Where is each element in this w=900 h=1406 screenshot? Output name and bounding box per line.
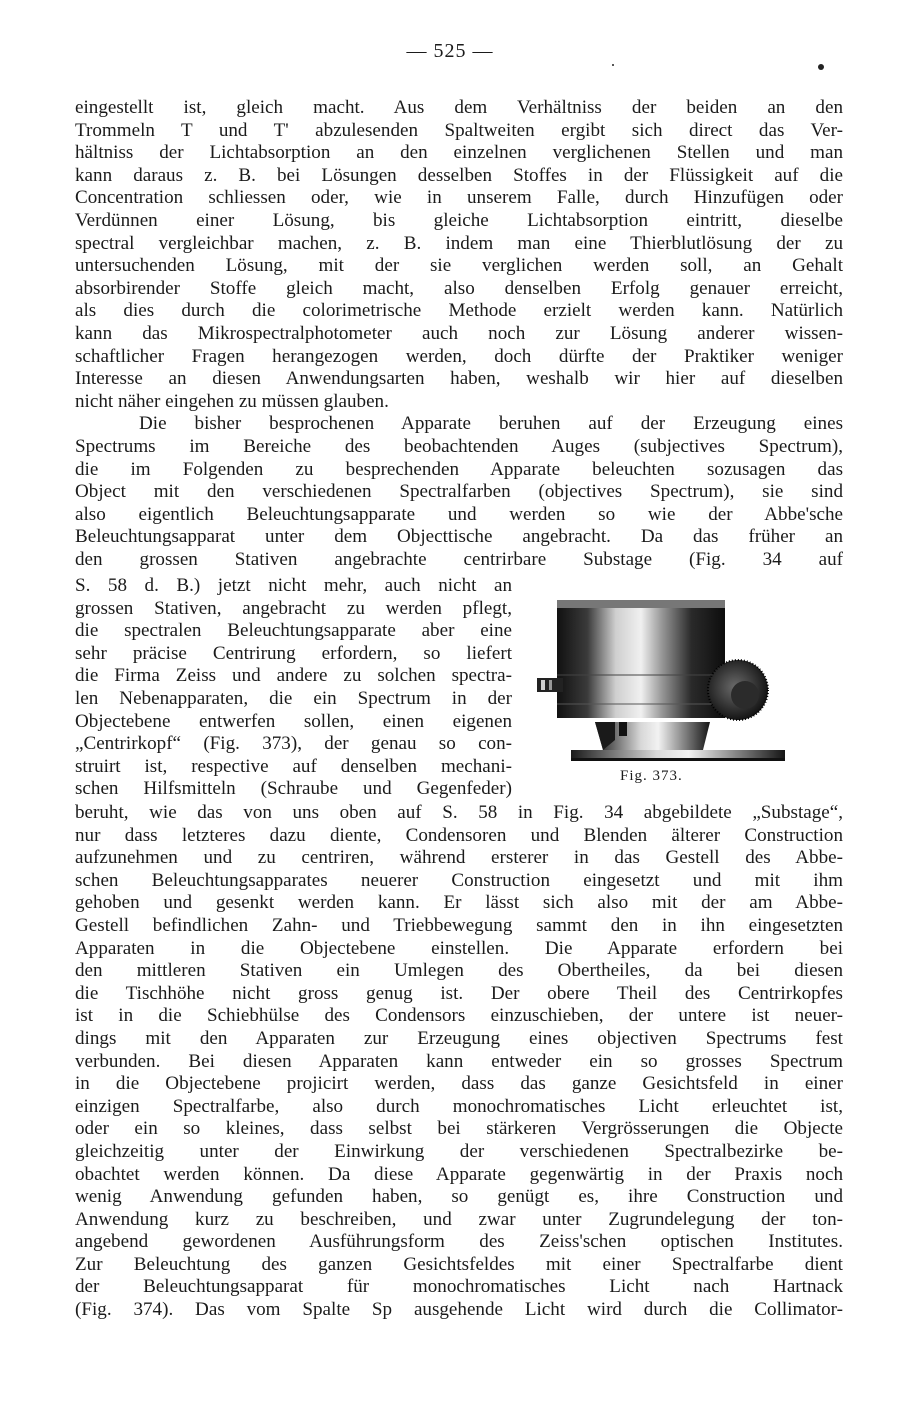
text-line: in die Objectebene projicirt werden, dass das ganze Gesichtsfeld in einer xyxy=(75,1073,843,1095)
scan-speck xyxy=(818,64,824,70)
text-line: absorbirender Stoffe gleich macht, also denselben Erfolg genauer erreicht, xyxy=(75,277,843,299)
text-line: schaftlicher Fragen herangezogen werden, doch dürfte der Praktiker weniger xyxy=(75,345,843,367)
text-line: dings mit den Apparaten zur Erzeugung eines objectiven Spectrums fest xyxy=(75,1027,843,1049)
text-line: gleichzeitig unter der Einwirkung der verschiedenen Spectralbezirke be- xyxy=(75,1140,843,1162)
page-number: — 525 — xyxy=(406,40,494,62)
text-line: grossen Stativen, angebracht zu werden pflegt, xyxy=(75,597,512,619)
text-line: Die bisher besprochenen Apparate beruhen auf der Erzeugung eines xyxy=(139,413,843,435)
text-line: Interesse an diesen Anwendungsarten haben, weshalb wir hier auf dieselben xyxy=(75,368,843,390)
text-line: wenig Anwendung gefunden haben, so genügt es, ihre Construction und xyxy=(75,1186,843,1208)
text-line: ist in die Schiebhülse des Condensors einzuschieben, der untere ist neuer- xyxy=(75,1005,843,1027)
text-line: oder ein so kleines, dass selbst bei stärkeren Vergrösserungen die Objecte xyxy=(75,1118,843,1140)
text-block-lower xyxy=(75,802,843,1322)
text-line: Objectebene entwerfen sollen, einen eigenen xyxy=(75,710,512,732)
text-line: Object mit den verschiedenen Spectralfarben (objectives Spectrum), sie sind xyxy=(75,481,843,503)
text-line: schen Hilfsmitteln (Schraube und Gegenfeder) xyxy=(75,778,512,800)
text-line: schen Beleuchtungsapparates neuerer Construction eingesetzt und mit ihm xyxy=(75,869,843,891)
text-line: S. 58 d. B.) jetzt nicht mehr, auch nicht an xyxy=(75,575,512,596)
text-line: (Fig. 374). Das vom Spalte Sp ausgehende Licht wird durch die Collimator- xyxy=(75,1299,843,1321)
text-line: als dies durch die colorimetrische Methode erzielt werden kann. Natürlich xyxy=(75,300,843,322)
text-line: Zur Beleuchtung des ganzen Gesichtsfeldes mit einer Spectralfarbe dient xyxy=(75,1253,843,1275)
text-line: gehoben und gesenkt werden kann. Er lässt sich also mit der am Abbe- xyxy=(75,892,843,914)
text-line: aufzunehmen und zu centriren, während ersterer in das Gestell des Abbe- xyxy=(75,847,843,869)
text-line: der Beleuchtungsapparat für monochromatisches Licht nach Hartnack xyxy=(75,1276,843,1298)
text-line: eingestellt ist, gleich macht. Aus dem Verhältniss der beiden an den xyxy=(75,97,843,118)
text-line: die spectralen Beleuchtungsapparate aber eine xyxy=(75,620,512,642)
text-line: den mittleren Stativen ein Umlegen des Obertheiles, da bei diesen xyxy=(75,960,843,982)
text-line: die Tischhöhe nicht gross genug ist. Der obere Theil des Centrirkopfes xyxy=(75,982,843,1004)
text-line: Beleuchtungsapparat unter dem Objecttische angebracht. Da das früher an xyxy=(75,526,843,548)
text-line: Trommeln T und T' abzulesenden Spaltweiten ergibt sich direct das Ver- xyxy=(75,119,843,141)
text-line: untersuchenden Lösung, mit der sie verglichen werden soll, an Gehalt xyxy=(75,255,843,277)
text-line: sehr präcise Centrirung erfordern, so liefert xyxy=(75,642,512,664)
text-line: nur dass letzteres dazu diente, Condensoren und Blenden älterer Construction xyxy=(75,824,843,846)
text-line: struirt ist, respective auf denselben mechani- xyxy=(75,755,512,777)
text-line: beruht, wie das von uns oben auf S. 58 in Fig. 34 abgebildete „Substage“, xyxy=(75,802,843,823)
text-line: Verdünnen einer Lösung, bis gleiche Lichtabsorption eintritt, dieselbe xyxy=(75,209,843,231)
text-line: die Firma Zeiss und andere zu solchen spectra- xyxy=(75,665,512,687)
text-line: len Nebenapparaten, die ein Spectrum in der xyxy=(75,687,512,709)
text-line: spectral vergleichbar machen, z. B. indem man eine Thierblutlösung der zu xyxy=(75,232,843,254)
text-line: Spectrums im Bereiche des beobachtenden Auges (subjectives Spectrum), xyxy=(75,435,843,457)
text-line: Concentration schliessen oder, wie in unserem Falle, durch Hinzufügen oder xyxy=(75,187,843,209)
text-line: angebend gewordenen Ausführungsform des Zeiss'schen optischen Institutes. xyxy=(75,1231,843,1253)
text-block-upper xyxy=(75,97,843,571)
text-line: verbunden. Bei diesen Apparaten kann entweder ein so grosses Spectrum xyxy=(75,1050,843,1072)
figure-caption: Fig. 373. xyxy=(620,768,683,784)
text-line: nicht näher eingehen zu müssen glauben. xyxy=(75,390,389,412)
text-line: obachtet werden können. Da diese Apparate gegenwärtig in der Praxis noch xyxy=(75,1163,843,1185)
text-line: kann das Mikrospectralphotometer auch noch zur Lösung anderer wissen- xyxy=(75,322,843,344)
text-line: hältniss der Lichtabsorption an den einzelnen verglichenen Stellen und man xyxy=(75,142,843,164)
text-line: kann daraus z. B. bei Lösungen desselben Stoffes in der Flüssigkeit auf die xyxy=(75,164,843,186)
text-block-beside-figure xyxy=(75,575,512,801)
text-line: einzigen Spectralfarbe, also durch monochromatisches Licht erleuchtet ist, xyxy=(75,1095,843,1117)
text-line: also eigentlich Beleuchtungsapparate und werden so wie der Abbe'sche xyxy=(75,503,843,525)
text-line: Anwendung kurz zu beschreiben, und zwar unter Zugrundelegung der ton- xyxy=(75,1208,843,1230)
text-line: die im Folgenden zu besprechenden Apparate beleuchten sozusagen das xyxy=(75,458,843,480)
text-line: Apparaten in die Objectebene einstellen. Die Apparate erfordern bei xyxy=(75,937,843,959)
text-line: „Centrirkopf“ (Fig. 373), der genau so con- xyxy=(75,733,512,755)
text-line: den grossen Stativen angebrachte centrirbare Substage (Fig. 34 auf xyxy=(75,548,843,570)
scan-speck xyxy=(612,64,614,66)
text-line: Gestell befindlichen Zahn- und Triebbewegung sammt den in ihn eingesetzten xyxy=(75,914,843,936)
